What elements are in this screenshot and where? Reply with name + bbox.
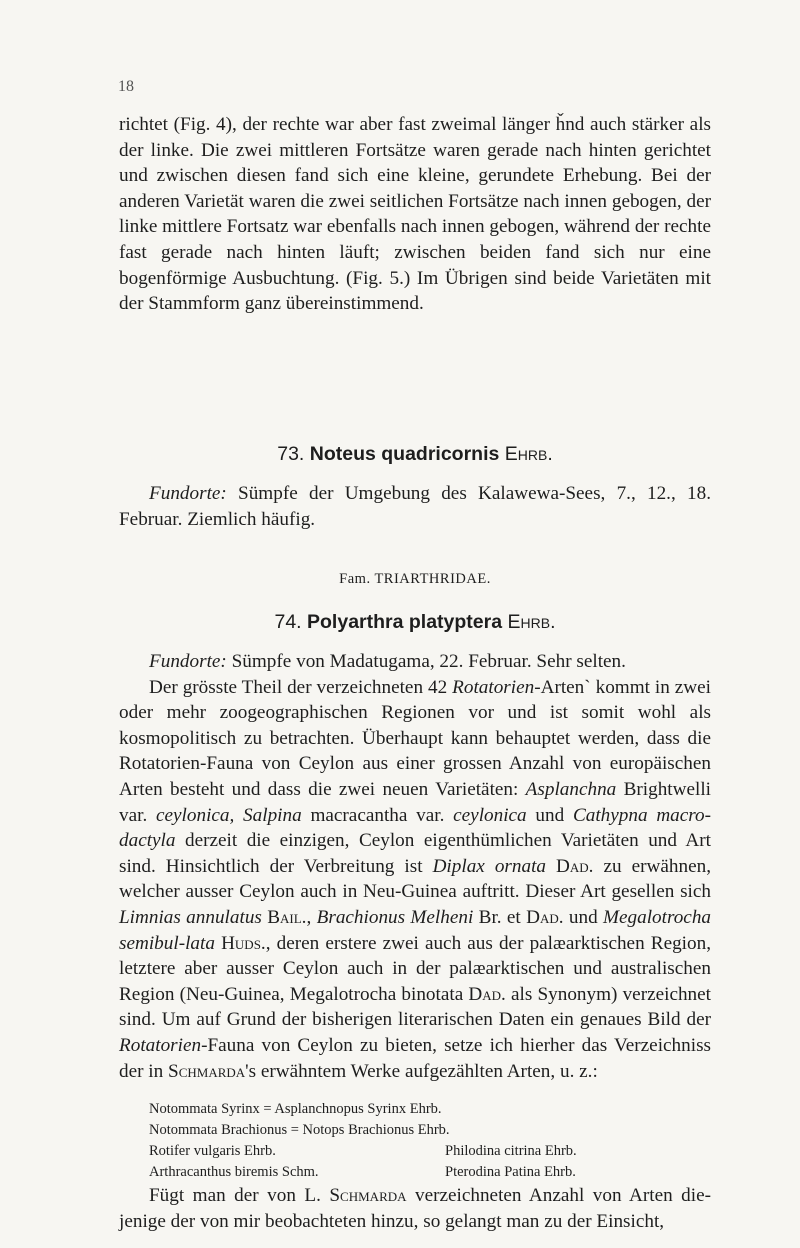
italic-run: ceylonica, Salpina (156, 804, 302, 826)
text-run: verzeichneten Anzahl von Arten die-jenige der von mir beobachteten hinzu, so gelangt man zu der Einsicht, (119, 1185, 711, 1232)
fundorte-label: Fundorte: (149, 651, 227, 672)
fundorte-text: Sümpfe der Umgebung des Kalawewa-Sees, 7., 12., 18. Februar. Ziemlich häufig. (119, 483, 711, 530)
synonym-entry: Philodina citrina Ehrb. (445, 1143, 577, 1159)
text-run: , (306, 906, 317, 928)
synonym-row (149, 1141, 709, 1162)
species-heading-74 (119, 611, 711, 634)
synonym-list (149, 1099, 709, 1183)
italic-run: Limnias annulatus (119, 906, 262, 928)
text-run: und (563, 906, 604, 928)
text-run: Der grösste Theil der verzeichneten 42 (149, 676, 453, 698)
synonym-entry: Notommata Brachionus = Notops Brachionus Ehrb. (149, 1122, 450, 1138)
text-run: -Fauna von Ceylon zu bieten, setze ich hierher das Verzeichniss der in (119, 1034, 711, 1082)
page-number: 18 (118, 78, 134, 95)
fundorte-label: Fundorte: (149, 483, 227, 504)
italic-run: Asplanchna (525, 778, 617, 800)
author-run: Bail. (267, 906, 307, 928)
synonym-row (149, 1099, 709, 1120)
species-number: 73. (277, 443, 305, 465)
fundorte-74 (119, 649, 711, 675)
paragraph-1-text: richtet (Fig. 4), der rechte war aber fast zweimal länger ȟnd auch stärker als der linke. Die zwei mittleren Fortsätze waren gerade nach hinten gerichtet und zwischen diesen fand sich eine kleine, gerundete Erhebung. Bei der anderen Varietät waren die zwei seitlichen Fortsätze nach innen gebogen, der linke mittlere Fortsatz war ebenfalls nach innen gebogen, während der rechte fast gerade nach hinten läuft; zwischen beiden fand sich nur eine bogenförmige Ausbuchtung. (Fig. 5.) Im Übrigen sind beide Varietäten mit der Stammform ganz übereinstimmend. (119, 114, 711, 315)
italic-run: Rotatorien (452, 676, 535, 698)
italic-run: Rotatorien (119, 1034, 202, 1056)
species-number: 74. (274, 611, 302, 633)
synonym-entry: Arthracanthus biremis Schm. (149, 1164, 319, 1180)
species-name: Polyarthra platyptera (307, 611, 503, 633)
italic-run: Cathypna macro-dactyla (119, 804, 712, 852)
paragraph-1 (119, 112, 711, 317)
text-run: , deren erstere zwei auch aus der palæarktischen Region, letztere aber ausser Ceylon auch in der palæarktischen und australischen Region (Neu-Guinea, Megalotrocha binotata (119, 932, 711, 1005)
text-run: Br. et (473, 906, 527, 928)
family-heading: Fam. TRIARTHRIDAE. (339, 571, 491, 587)
text-run: Fügt man der von L. (149, 1185, 330, 1206)
italic-run: ceylonica (453, 804, 527, 826)
fundorte-73 (119, 481, 711, 532)
text-run: zu erwähnen, welcher ausser Ceylon auch in Neu-Guinea auftritt. Dieser Art gesellen sich (119, 855, 712, 903)
synonym-entry: Pterodina Patina Ehrb. (445, 1164, 576, 1180)
text-run: und (526, 804, 573, 826)
species-author: Ehrb. (504, 443, 553, 465)
author-run: Schmarda (329, 1185, 407, 1206)
author-run: Dad. (556, 855, 594, 877)
text-run: macracantha var. (301, 804, 454, 826)
paragraph-3 (119, 1183, 711, 1234)
italic-run: Megalotrocha semibul-lata (119, 906, 712, 954)
text-run: derzeit die einzigen, Ceylon eigenthümlichen Varietäten und Art sind. Hinsichtlich der Verbreitung ist (119, 830, 711, 877)
text-run: als Synonym) verzeichnet sind. Um auf Grund der bisherigen literarischen Daten ein genaues Bild der (119, 983, 711, 1031)
author-run: Dad. (468, 983, 506, 1005)
text-run (546, 856, 556, 877)
species-heading-73 (119, 443, 711, 466)
text-run: Brightwelli var. (119, 778, 712, 826)
synonym-entry: Rotifer vulgaris Ehrb. (149, 1143, 276, 1159)
paragraph-2 (119, 675, 711, 1085)
italic-run: Brachionus Melheni (316, 906, 474, 928)
species-author: Ehrb. (507, 611, 556, 633)
author-run: Schmarda (168, 1060, 246, 1082)
species-name: Noteus quadricornis (309, 443, 500, 465)
synonym-entry: Notommata Syrinx = Asplanchnopus Syrinx Ehrb. (149, 1101, 442, 1117)
synonym-row (149, 1120, 709, 1141)
text-run: -Arten` kommt in zwei oder mehr zoogeographischen Regionen vor und ist somit wohl als kosmopolitisch zu betrachten. Überhaupt kann behauptet werden, dass die Rotatorien-Fauna von Ceylon aus einer grossen Anzahl von europäischen Arten besteht und dass die zwei neuen Varietäten: (119, 676, 711, 800)
author-run: Dad. (526, 906, 564, 928)
author-run: Huds. (221, 932, 266, 954)
synonym-row (149, 1162, 709, 1183)
main-text (119, 649, 711, 1084)
italic-run: Diplax ornata (432, 855, 546, 877)
text-run: 's erwähntem Werke aufgezählten Arten, u. z.: (245, 1060, 598, 1082)
fundorte-text: Sümpfe von Madatugama, 22. Februar. Sehr selten. (226, 651, 626, 672)
